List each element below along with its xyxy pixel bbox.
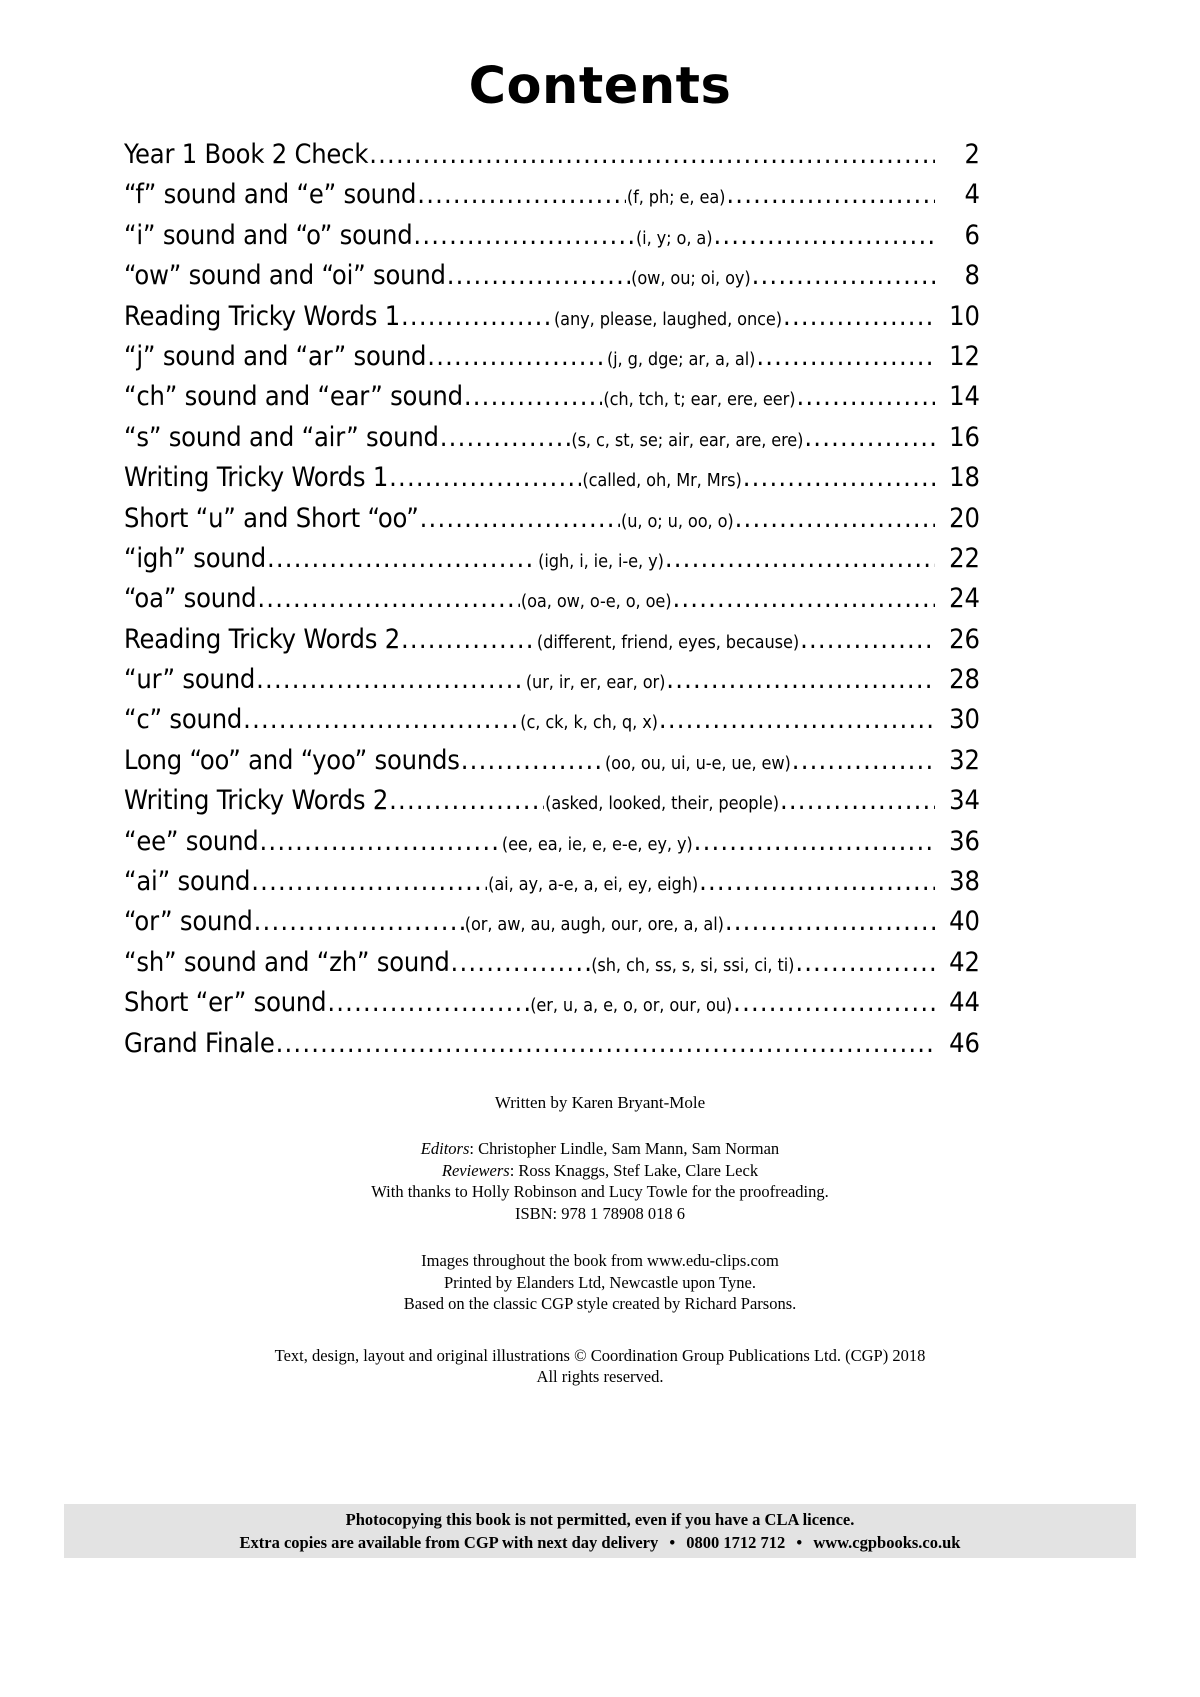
toc-dot-leader	[796, 381, 935, 412]
toc-entry-title: “c” sound	[124, 704, 243, 736]
table-of-contents	[124, 139, 980, 1068]
toc-entry-page-number: 28	[949, 664, 980, 696]
copyright-line: Text, design, layout and original illustrations © Coordination Group Publications Ltd. (CGP) 2018	[274, 1345, 926, 1365]
toc-dot-leader	[389, 462, 581, 493]
reviewers-label: Reviewers	[441, 1160, 510, 1180]
toc-entry[interactable]	[124, 422, 980, 462]
toc-entry-title: “s” sound and “air” sound	[124, 421, 439, 453]
toc-entry-page-number: 14	[949, 381, 980, 413]
toc-dot-leader	[417, 179, 626, 210]
toc-entry-title: Long “oo” and “yoo” sounds	[124, 744, 460, 776]
author-credit: Written by Karen Bryant-Mole	[494, 1093, 706, 1112]
toc-entry-title: “f” sound and “e” sound	[124, 179, 417, 211]
reviewers-names: : Ross Knaggs, Stef Lake, Clare Leck	[509, 1160, 759, 1180]
toc-entry-note: (oa, ow, o-e, o, oe)	[520, 591, 672, 613]
toc-entry-title: Year 1 Book 2 Check	[124, 139, 369, 170]
toc-entry-note: (j, g, dge; ar, a, al)	[606, 348, 756, 370]
toc-entry-page-number: 12	[949, 340, 980, 372]
footer-contact-line	[240, 1531, 961, 1554]
thanks-line: With thanks to Holly Robinson and Lucy Towle for the proofreading.	[371, 1182, 829, 1201]
footer-photocopy-line: Photocopying this book is not permitted, even if you have a CLA licence.	[345, 1510, 855, 1529]
toc-dot-leader	[800, 624, 935, 655]
toc-entry[interactable]	[124, 583, 980, 623]
toc-entry-page-number: 2	[964, 139, 980, 170]
toc-entry-note: (sh, ch, ss, s, si, ssi, ci, ti)	[591, 954, 795, 976]
isbn-line: ISBN: 978 1 78908 018 6	[514, 1203, 686, 1223]
reviewers-line	[0, 1160, 1200, 1182]
toc-entry-title: “ch” sound and “ear” sound	[124, 381, 463, 413]
page-title: Contents	[468, 57, 732, 116]
toc-entry-title: “oa” sound	[124, 583, 257, 615]
toc-dot-leader	[276, 1028, 935, 1059]
credits-block	[0, 1138, 1200, 1224]
toc-entry-page-number: 10	[949, 300, 980, 332]
toc-entry[interactable]	[124, 866, 980, 906]
toc-entry-note: (any, please, laughed, once)	[553, 308, 783, 330]
toc-entry[interactable]	[124, 745, 980, 785]
editors-label: Editors	[420, 1139, 470, 1158]
toc-entry[interactable]	[124, 624, 980, 664]
toc-entry[interactable]	[124, 1028, 980, 1068]
toc-entry-note: (er, u, a, e, o, or, our, ou)	[530, 995, 733, 1017]
toc-dot-leader	[369, 139, 935, 170]
toc-entry[interactable]	[124, 826, 980, 866]
printer-credit: Printed by Elanders Ltd, Newcastle upon Tyne.	[444, 1272, 756, 1292]
toc-entry-page-number: 18	[949, 462, 980, 494]
toc-entry-title: Short “u” and Short “oo”	[124, 502, 419, 534]
toc-entry-page-number: 8	[964, 260, 980, 292]
toc-dot-leader	[666, 664, 935, 695]
toc-dot-leader	[401, 301, 553, 332]
toc-entry[interactable]	[124, 139, 980, 179]
toc-entry[interactable]	[124, 704, 980, 744]
toc-dot-leader	[665, 543, 935, 574]
toc-dot-leader	[792, 745, 935, 776]
toc-entry[interactable]	[124, 987, 980, 1027]
production-block	[0, 1250, 1200, 1315]
toc-dot-leader	[260, 826, 501, 857]
editors-names: : Christopher Lindle, Sam Mann, Sam Norman	[469, 1139, 780, 1158]
toc-dot-leader	[694, 826, 935, 857]
toc-entry-title: Short “er” sound	[124, 987, 327, 1019]
toc-dot-leader	[389, 785, 544, 816]
toc-entry-page-number: 16	[949, 421, 980, 453]
toc-dot-leader	[461, 745, 604, 776]
toc-entry-title: Grand Finale	[124, 1027, 275, 1059]
toc-entry-note: (f, ph; e, ea)	[626, 187, 726, 209]
toc-entry[interactable]	[124, 179, 980, 219]
toc-entry-title: Reading Tricky Words 2	[124, 623, 400, 655]
colophon	[0, 1093, 1200, 1388]
toc-entry[interactable]	[124, 906, 980, 946]
toc-entry[interactable]	[124, 947, 980, 987]
toc-entry-note: (ow, ou; oi, oy)	[631, 268, 751, 290]
toc-dot-leader	[795, 947, 935, 978]
footer-extra-copies-text: Extra copies are available from CGP with next day delivery	[239, 1533, 659, 1552]
toc-entry-page-number: 26	[949, 623, 980, 655]
toc-entry-page-number: 32	[949, 744, 980, 776]
toc-entry-note: (ch, tch, t; ear, ere, eer)	[603, 389, 796, 411]
toc-dot-leader	[752, 260, 935, 291]
toc-entry-page-number: 20	[949, 502, 980, 534]
toc-dot-leader	[451, 947, 591, 978]
toc-dot-leader	[699, 866, 935, 897]
toc-entry-note: (s, c, st, se; air, ear, are, ere)	[571, 429, 804, 451]
toc-entry-title: “ai” sound	[124, 866, 251, 898]
toc-dot-leader	[413, 220, 635, 251]
toc-dot-leader	[464, 381, 603, 412]
toc-dot-leader	[447, 260, 630, 291]
toc-entry-note: (different, friend, eyes, because)	[536, 631, 800, 653]
toc-entry[interactable]	[124, 543, 980, 583]
toc-entry-title: Writing Tricky Words 1	[124, 462, 389, 494]
toc-entry-title: Reading Tricky Words 1	[124, 300, 400, 332]
toc-entry-page-number: 36	[949, 825, 980, 857]
footer-separator-1: •	[669, 1533, 676, 1552]
toc-entry-page-number: 22	[949, 542, 980, 574]
toc-dot-leader	[725, 906, 935, 937]
toc-entry-note: (ai, ay, a-e, a, ei, ey, eigh)	[488, 874, 699, 896]
toc-entry-title: “ur” sound	[124, 664, 256, 696]
toc-dot-leader	[672, 583, 935, 614]
toc-dot-leader	[735, 503, 935, 534]
toc-entry-title: “j” sound and “ar” sound	[124, 340, 427, 372]
toc-entry-title: “sh” sound and “zh” sound	[124, 946, 450, 978]
toc-dot-leader	[780, 785, 935, 816]
toc-entry-page-number: 30	[949, 704, 980, 736]
toc-entry[interactable]	[124, 503, 980, 543]
toc-entry-page-number: 46	[949, 1027, 980, 1059]
editors-line	[0, 1138, 1200, 1160]
toc-entry-title: “igh” sound	[124, 542, 266, 574]
toc-entry-page-number: 24	[949, 583, 980, 615]
toc-entry-note: (ee, ea, ie, e, e-e, ey, y)	[501, 833, 693, 855]
toc-entry-note: (u, o; u, oo, o)	[620, 510, 734, 532]
toc-entry-note: (asked, looked, their, people)	[545, 793, 779, 815]
style-credit: Based on the classic CGP style created by Richard Parsons.	[403, 1294, 797, 1313]
toc-entry[interactable]	[124, 220, 980, 260]
toc-entry-note: (ur, ir, er, ear, or)	[525, 672, 666, 694]
toc-entry[interactable]	[124, 664, 980, 704]
toc-entry-note: (i, y; o, a)	[635, 227, 713, 249]
toc-entry[interactable]	[124, 301, 980, 341]
toc-entry-note: (oo, ou, ui, u-e, ue, ew)	[604, 752, 791, 774]
toc-entry-title: “ee” sound	[124, 825, 259, 857]
toc-entry-page-number: 38	[949, 866, 980, 898]
toc-dot-leader	[733, 987, 935, 1018]
toc-dot-leader	[420, 503, 620, 534]
toc-entry-note: (c, ck, k, ch, q, x)	[520, 712, 658, 734]
toc-dot-leader	[743, 462, 935, 493]
toc-entry-page-number: 6	[964, 219, 980, 251]
toc-dot-leader	[251, 866, 487, 897]
toc-entry[interactable]	[124, 785, 980, 825]
footer-separator-2: •	[796, 1533, 803, 1552]
toc-dot-leader	[267, 543, 537, 574]
toc-entry-title: Writing Tricky Words 2	[124, 785, 389, 817]
toc-dot-leader	[783, 301, 935, 332]
toc-dot-leader	[327, 987, 529, 1018]
footer-notice	[64, 1504, 1136, 1558]
toc-dot-leader	[440, 422, 571, 453]
toc-dot-leader	[756, 341, 935, 372]
toc-entry-page-number: 42	[949, 946, 980, 978]
toc-entry-note: (or, aw, au, augh, our, ore, a, al)	[464, 914, 724, 936]
toc-dot-leader	[726, 179, 935, 210]
toc-dot-leader	[713, 220, 935, 251]
toc-entry-page-number: 44	[949, 987, 980, 1019]
toc-entry[interactable]	[124, 260, 980, 300]
toc-entry-title: “or” sound	[124, 906, 253, 938]
toc-dot-leader	[257, 583, 520, 614]
toc-entry-note: (igh, i, ie, i-e, y)	[538, 550, 664, 572]
toc-dot-leader	[427, 341, 606, 372]
toc-entry-page-number: 4	[964, 179, 980, 211]
toc-entry-title: “i” sound and “o” sound	[124, 219, 413, 251]
toc-dot-leader	[401, 624, 536, 655]
toc-dot-leader	[254, 906, 464, 937]
toc-entry-note: (called, oh, Mr, Mrs)	[582, 470, 742, 492]
toc-dot-leader	[256, 664, 525, 695]
images-credit: Images throughout the book from www.edu-clips.com	[421, 1251, 779, 1270]
toc-entry-title: “ow” sound and “oi” sound	[124, 260, 446, 292]
toc-entry-page-number: 40	[949, 906, 980, 938]
toc-entry[interactable]	[124, 341, 980, 381]
toc-entry-page-number: 34	[949, 785, 980, 817]
toc-dot-leader	[659, 704, 935, 735]
toc-entry[interactable]	[124, 462, 980, 502]
rights-line: All rights reserved.	[536, 1367, 664, 1386]
toc-dot-leader	[804, 422, 935, 453]
toc-entry[interactable]	[124, 381, 980, 421]
footer-website: www.cgpbooks.co.uk	[813, 1533, 961, 1552]
footer-phone: 0800 1712 712	[686, 1533, 786, 1552]
toc-dot-leader	[243, 704, 519, 735]
legal-block	[0, 1345, 1200, 1388]
